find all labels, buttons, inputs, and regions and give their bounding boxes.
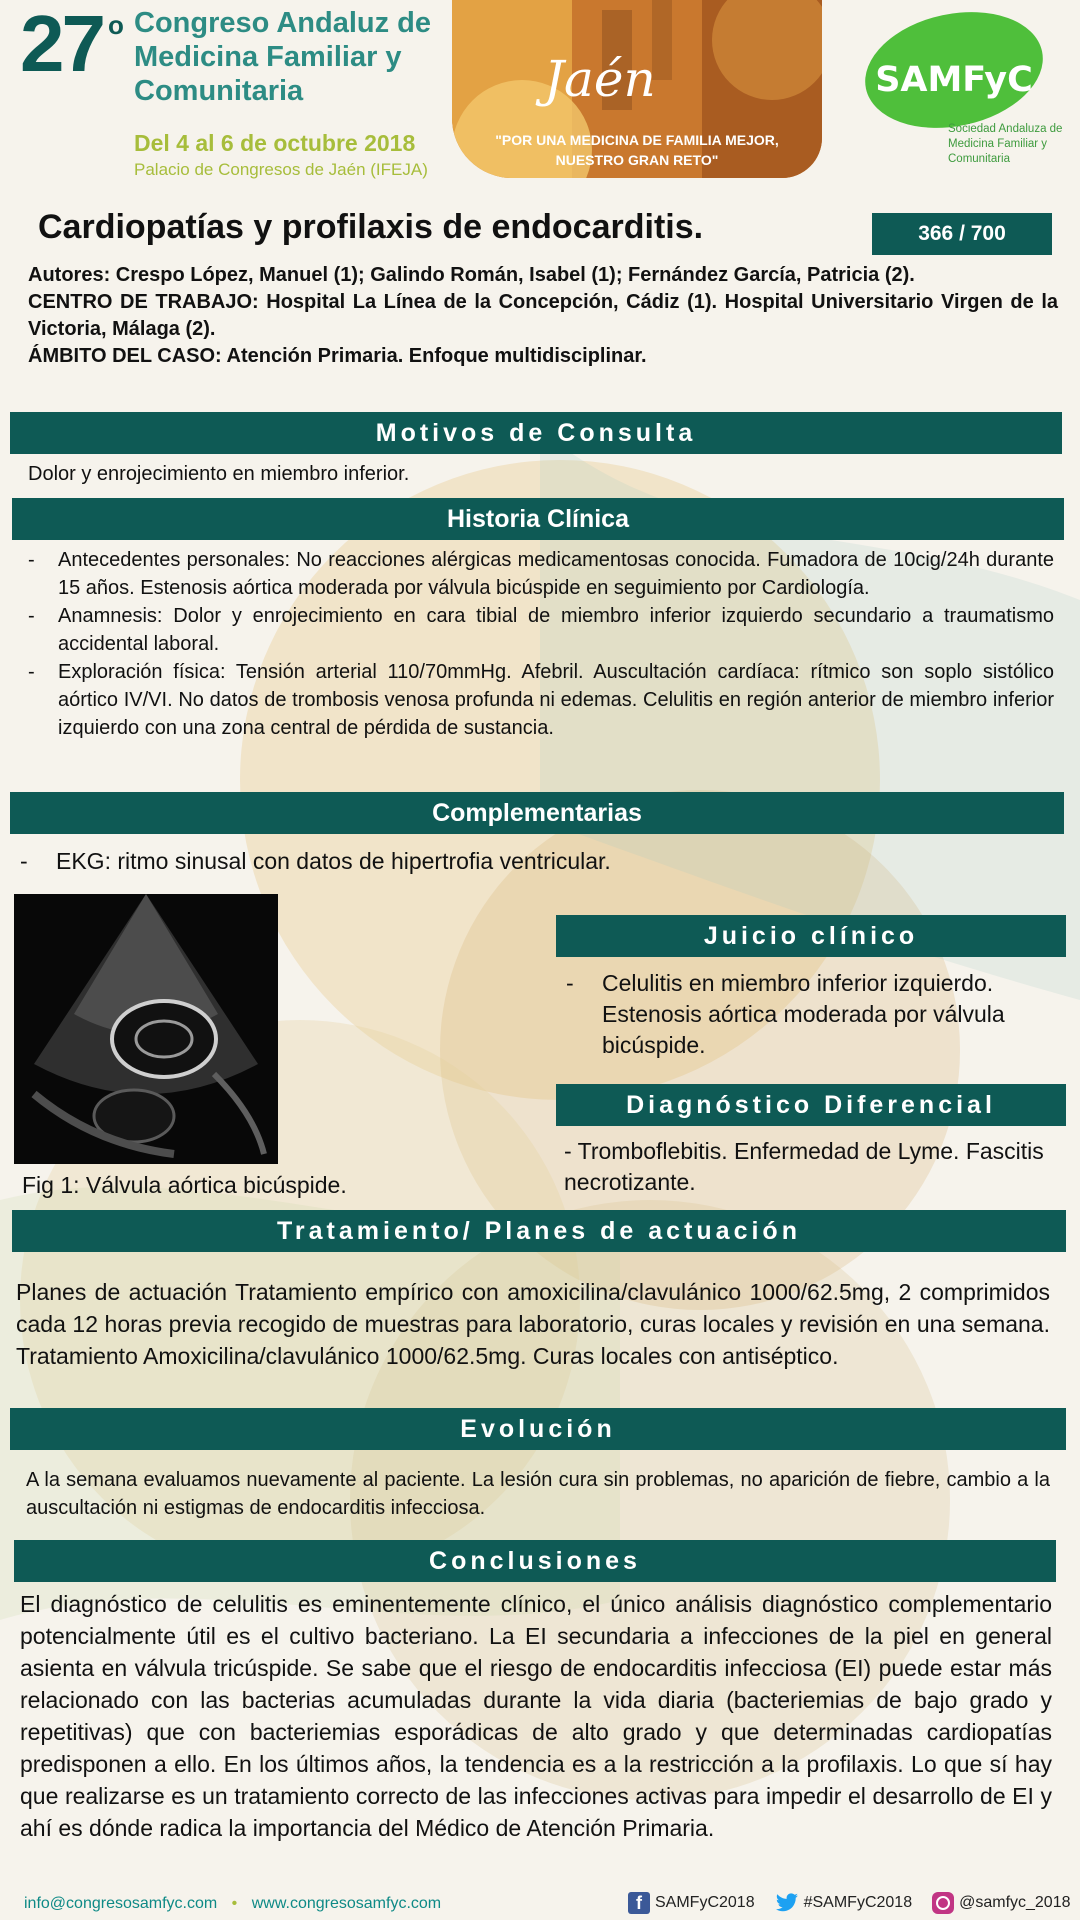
historia-list <box>28 546 1054 742</box>
complementarias-item-ekg: - EKG: ritmo sinusal con datos de hipertrofia ventricular. <box>20 846 1020 876</box>
section-header-tratamiento: Tratamiento/ Planes de actuación <box>12 1210 1066 1252</box>
historia-item-antecedentes: - Antecedentes personales: No reacciones alérgicas medicamentosas conocida. Fumadora de 10cig/24h durante 15 años. Estenosis aórtica moderada por válvula bicúspide en seguimiento por Cardiología. <box>28 546 1054 602</box>
facebook-handle: SAMFyC2018 <box>655 1894 755 1911</box>
section-header-juicio: Juicio clínico <box>556 915 1066 957</box>
conclusiones-text: El diagnóstico de celulitis es eminentemente clínico, el único análisis diagnóstico complementario potencialmente útil es el cultivo bacteriano. La EI secundaria a infecciones de la piel en general asienta en válvula tricúspide. Se sabe que el riesgo de endocarditis infecciosa (EI) puede estar más relacionado con las bacterias acumuladas durante la vida diaria (bacteriemias de bajo grado y repetitivas) que con bacteriemias esporádicas de alto grado y que determinadas cardiopatías predisponen a ello. En los últimos años, la tendencia es a la restricción a la profilaxis. Lo que sí hay que realizarse es un tratamiento correcto de las infecciones activas para impedir el desarrollo de EI y ahí es dónde radica la importancia del Médico de Atención Primaria. <box>20 1591 1052 1841</box>
edition-number: 27 <box>20 0 103 88</box>
facebook-link[interactable] <box>628 1892 755 1914</box>
logo-subtitle: Sociedad Andaluza de Medicina Familiar y Comunitaria <box>948 123 1063 165</box>
footer-separator: • <box>231 1895 238 1912</box>
footer-email[interactable]: info@congresosamfyc.com <box>24 1895 218 1912</box>
footer-website[interactable]: www.congresosamfyc.com <box>251 1895 442 1912</box>
facebook-icon: f <box>628 1892 650 1914</box>
instagram-link[interactable] <box>932 1892 1070 1914</box>
tratamiento-text: Planes de actuación Tratamiento empírico con amoxicilina/clavulánico 1000/62.5mg, 2 comprimidos cada 12 horas previa recogido de muestras para laboratorio, curas locales y revisión en una semana. Tratamiento Amoxicilina/clavulánico 1000/62.5mg. Curas locales con antiséptico. <box>16 1279 1050 1369</box>
authors-line: Autores: Crespo López, Manuel (1); Galindo Román, Isabel (1); Fernández García, Patricia (2). <box>28 264 915 286</box>
congress-dates: Del 4 al 6 de octubre 2018 <box>134 130 416 156</box>
banner-slogan: "POR UNA MEDICINA DE FAMILIA MEJOR, NUESTRO GRAN RETO" <box>495 132 779 168</box>
twitter-icon <box>775 1893 799 1913</box>
footer-contact <box>24 1895 441 1913</box>
juicio-list <box>566 968 1070 1061</box>
edition-superscript: o <box>108 10 124 40</box>
section-header-evolucion: Evolución <box>10 1408 1066 1450</box>
congress-title: Congreso Andaluz de Medicina Familiar y Comunitaria <box>134 7 431 107</box>
twitter-handle: #SAMFyC2018 <box>803 1894 913 1911</box>
figure-caption: Fig 1: Válvula aórtica bicúspide. <box>22 1172 347 1198</box>
twitter-link[interactable] <box>775 1893 913 1913</box>
evolucion-text: A la semana evaluamos nuevamente al paciente. La lesión cura sin problemas, no aparición de fiebre, cambio a la auscultación ni estigmas de endocarditis infecciosa. <box>26 1469 1050 1519</box>
historia-item-exploracion: - Exploración física: Tensión arterial 110/70mmHg. Afebril. Auscultación cardíaca: rítmico son soplo sistólico aórtico IV/VI. No datos de trombosis venosa profunda ni edemas. Celulitis en región anterior de miembro inferior izquierdo con una zona central de pérdida de sustancia. <box>28 658 1054 742</box>
juicio-item: - Celulitis en miembro inferior izquierdo. Estenosis aórtica moderada por válvula bicúspide. <box>566 968 1070 1061</box>
scope-line: ÁMBITO DEL CASO: Atención Primaria. Enfoque multidisciplinar. <box>28 345 647 367</box>
section-header-motivos: Motivos de Consulta <box>10 412 1062 454</box>
diferencial-text: - Tromboflebitis. Enfermedad de Lyme. Fascitis necrotizante. <box>564 1138 1044 1195</box>
instagram-icon <box>932 1892 954 1914</box>
logo-text: SAMFyC <box>875 60 1033 100</box>
authors-block <box>28 262 1058 370</box>
section-header-conclusiones: Conclusiones <box>14 1540 1056 1582</box>
footer-social <box>628 1892 1071 1914</box>
section-header-diferencial: Diagnóstico Diferencial <box>556 1084 1066 1126</box>
echo-scan <box>14 894 278 1164</box>
case-number-badge: 366 / 700 <box>872 213 1052 255</box>
echocardiogram-image <box>14 894 278 1164</box>
banner-city: Jaén <box>544 50 656 108</box>
case-title: Cardiopatías y profilaxis de endocarditis. <box>38 208 704 246</box>
workplace-line: CENTRO DE TRABAJO: Hospital La Línea de la Concepción, Cádiz (1). Hospital Universitario Virgen de la Victoria, Málaga (2). <box>28 291 1058 340</box>
congress-venue: Palacio de Congresos de Jaén (IFEJA) <box>134 160 428 179</box>
complementarias-list <box>20 846 1020 876</box>
section-header-historia: Historia Clínica <box>12 498 1064 540</box>
section-header-complementarias: Complementarias <box>10 792 1064 834</box>
instagram-handle: @samfyc_2018 <box>959 1894 1071 1911</box>
motivos-text: Dolor y enrojecimiento en miembro inferior. <box>28 463 410 485</box>
jaen-banner <box>452 0 822 178</box>
samfyc-logo <box>864 14 1064 174</box>
historia-item-anamnesis: - Anamnesis: Dolor y enrojecimiento en cara tibial de miembro inferior izquierdo secundario a traumatismo accidental laboral. <box>28 602 1054 658</box>
